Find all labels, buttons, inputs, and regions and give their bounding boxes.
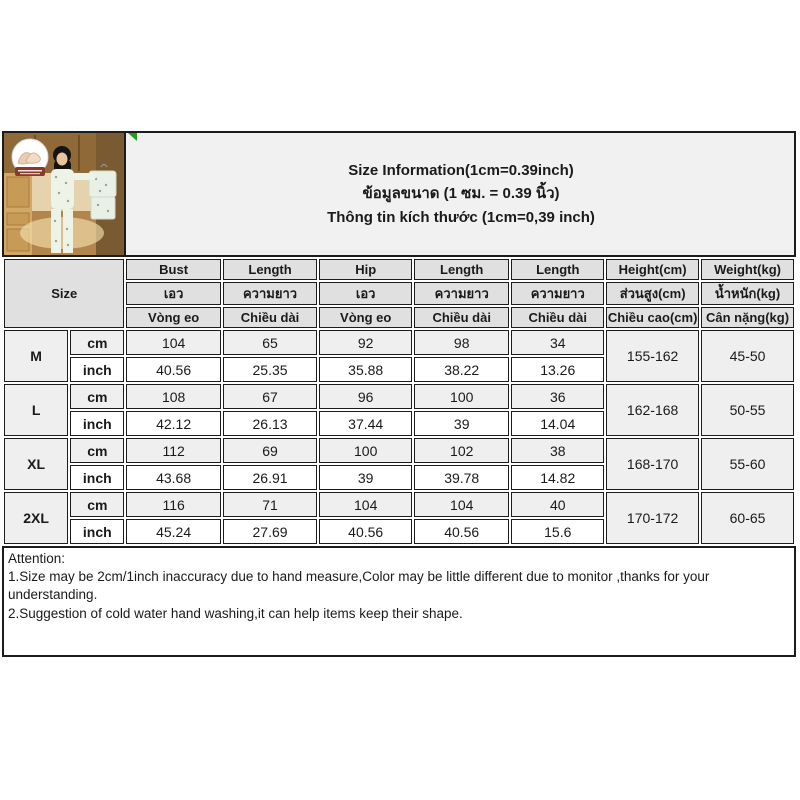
title-block — [128, 159, 794, 229]
col-header-length2: Length — [414, 259, 509, 280]
col-header-height: Height(cm) — [606, 259, 699, 280]
height-range-xl: 168-170 — [606, 438, 699, 490]
col-header-length3-vi: Chiều dài — [511, 307, 604, 328]
size-table-cell: 37.44 — [319, 411, 412, 436]
size-table-cell: 116 — [126, 492, 220, 517]
size-table-cell: 92 — [319, 330, 412, 355]
col-header-height-vi: Chiều cao(cm) — [606, 307, 699, 328]
size-table-cell: 39 — [414, 411, 509, 436]
unit-label: cm — [70, 330, 124, 355]
row-m-cm — [4, 330, 794, 355]
size-label-l: L — [4, 384, 68, 436]
unit-label: inch — [70, 465, 124, 490]
size-table-cell: 45.24 — [126, 519, 220, 544]
size-table-cell: 14.04 — [511, 411, 604, 436]
size-table-cell: 40.56 — [319, 519, 412, 544]
unit-label: cm — [70, 384, 124, 409]
size-table-cell: 96 — [319, 384, 412, 409]
col-header-length2-vi: Chiều dài — [414, 307, 509, 328]
size-table-cell: 112 — [126, 438, 220, 463]
title-line-th: ข้อมูลขนาด (1 ซม. = 0.39 นิ้ว) — [362, 185, 560, 203]
title-line-vi: Thông tin kích thước (1cm=0,39 inch) — [327, 208, 595, 226]
size-table-cell: 100 — [414, 384, 509, 409]
unit-label: cm — [70, 438, 124, 463]
col-header-bust-th: เอว — [126, 282, 220, 305]
attention-line-1: 1.Size may be 2cm/1inch inaccuracy due to hand measure,Color may be little different due to monitor ,thanks for your understanding. — [8, 569, 710, 603]
green-corner-marker-icon — [128, 133, 137, 141]
col-header-length1: Length — [223, 259, 317, 280]
size-table-cell: 13.26 — [511, 357, 604, 382]
size-header-cell: Size — [4, 259, 124, 328]
weight-range-2xl: 60-65 — [701, 492, 794, 544]
attention-heading: Attention: — [8, 551, 66, 566]
col-header-weight-vi: Cân nặng(kg) — [701, 307, 794, 328]
size-table-cell: 100 — [319, 438, 412, 463]
weight-range-m: 45-50 — [701, 330, 794, 382]
unit-label: cm — [70, 492, 124, 517]
col-header-height-th: ส่วนสูง(cm) — [606, 282, 699, 305]
row-l-cm — [4, 384, 794, 409]
header-section — [2, 131, 796, 257]
header-row-en — [4, 259, 794, 280]
col-header-length1-vi: Chiều dài — [223, 307, 317, 328]
height-range-m: 155-162 — [606, 330, 699, 382]
row-xl-cm — [4, 438, 794, 463]
size-label-2xl: 2XL — [4, 492, 68, 544]
size-table-cell: 35.88 — [319, 357, 412, 382]
size-table-cell: 39.78 — [414, 465, 509, 490]
size-table-cell: 14.82 — [511, 465, 604, 490]
unit-label: inch — [70, 357, 124, 382]
height-range-l: 162-168 — [606, 384, 699, 436]
size-table-cell: 67 — [223, 384, 317, 409]
size-table-cell: 39 — [319, 465, 412, 490]
size-label-m: M — [4, 330, 68, 382]
size-table-cell: 65 — [223, 330, 317, 355]
size-table-cell: 15.6 — [511, 519, 604, 544]
size-table-cell: 26.91 — [223, 465, 317, 490]
size-table-cell: 104 — [414, 492, 509, 517]
col-header-weight: Weight(kg) — [701, 259, 794, 280]
size-table-cell: 40.56 — [414, 519, 509, 544]
col-header-length2-th: ความยาว — [414, 282, 509, 305]
size-table — [2, 257, 796, 546]
size-table-cell: 27.69 — [223, 519, 317, 544]
insert-pad-badge-icon — [12, 139, 48, 176]
size-table-cell: 38.22 — [414, 357, 509, 382]
size-table-cell: 40 — [511, 492, 604, 517]
size-table-cell: 98 — [414, 330, 509, 355]
height-range-2xl: 170-172 — [606, 492, 699, 544]
title-line-en: Size Information(1cm=0.39inch) — [348, 162, 574, 180]
col-header-hip: Hip — [319, 259, 412, 280]
unit-label: inch — [70, 519, 124, 544]
size-table-cell: 40.56 — [126, 357, 220, 382]
size-table-cell: 104 — [319, 492, 412, 517]
col-header-hip-vi: Vòng eo — [319, 307, 412, 328]
size-table-cell: 38 — [511, 438, 604, 463]
size-table-cell: 42.12 — [126, 411, 220, 436]
col-header-length3: Length — [511, 259, 604, 280]
size-table-cell: 104 — [126, 330, 220, 355]
product-photo — [4, 133, 126, 255]
col-header-bust-vi: Vòng eo — [126, 307, 220, 328]
pajama-photo-illustration — [4, 133, 124, 255]
col-header-hip-th: เอว — [319, 282, 412, 305]
weight-range-l: 50-55 — [701, 384, 794, 436]
attention-note — [2, 546, 796, 657]
unit-label: inch — [70, 411, 124, 436]
size-table-cell: 102 — [414, 438, 509, 463]
size-table-cell: 69 — [223, 438, 317, 463]
size-table-cell: 36 — [511, 384, 604, 409]
size-table-cell: 25.35 — [223, 357, 317, 382]
weight-range-xl: 55-60 — [701, 438, 794, 490]
content-area — [2, 131, 796, 657]
col-header-length3-th: ความยาว — [511, 282, 604, 305]
row-2xl-cm — [4, 492, 794, 517]
size-table-cell: 71 — [223, 492, 317, 517]
size-table-cell: 108 — [126, 384, 220, 409]
size-table-cell: 34 — [511, 330, 604, 355]
size-table-cell: 43.68 — [126, 465, 220, 490]
size-label-xl: XL — [4, 438, 68, 490]
col-header-weight-th: น้ำหนัก(kg) — [701, 282, 794, 305]
attention-line-2: 2.Suggestion of cold water hand washing,it can help items keep their shape. — [8, 605, 463, 621]
col-header-bust: Bust — [126, 259, 220, 280]
size-table-cell: 26.13 — [223, 411, 317, 436]
col-header-length1-th: ความยาว — [223, 282, 317, 305]
